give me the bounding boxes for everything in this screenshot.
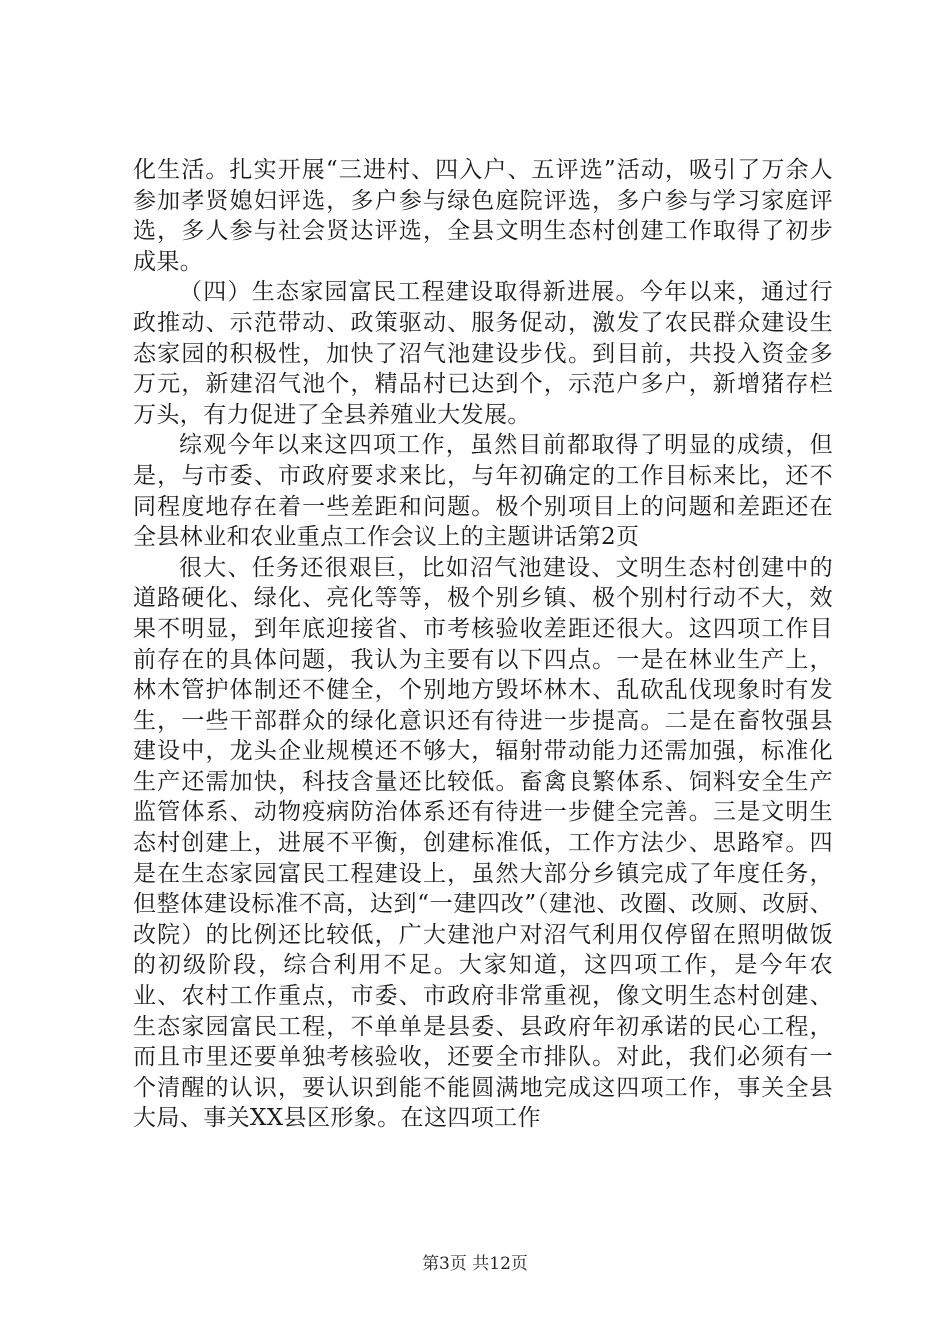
document-body — [133, 155, 833, 1134]
paragraph-2: （四）生态家园富民工程建设取得新进展。今年以来，通过行政推动、示范带动、政策驱动、服务促动，激发了农民群众建设生态家园的积极性，加快了沼气池建设步伐。到目前，共投入资金多万元，新建沼气池个，精品村已达到个，示范户多户，新增猪存栏万头，有力促进了全县养殖业大发展。 — [133, 279, 833, 428]
paragraph-3: 综观今年以来这四项工作，虽然目前都取得了明显的成绩，但是，与市委、市政府要求来比，与年初确定的工作目标来比，还不同程度地存在着一些差距和问题。极个别项目上的问题和差距还在全县林业和农业重点工作会议上的主题讲话第2页 — [133, 432, 833, 551]
paragraph-4: 很大、任务还很艰巨，比如沼气池建设、文明生态村创建中的道路硬化、绿化、亮化等等，极个别乡镇、极个别村行动不大，效果不明显，到年底迎接省、市考核验收差距还很大。这四项工作目前存在的具体问题，我认为主要有以下四点。一是在林业生产上，林木管护体制还不健全，个别地方毁坏林木、乱砍乱伐现象时有发生，一些干部群众的绿化意识还有待进一步提高。二是在畜牧强县建设中，龙头企业规模还不够大，辐射带动能力还需加强，标准化生产还需加快，科技含量还比较低。畜禽良繁体系、饲料安全生产监管体系、动物疫病防治体系还有待进一步健全完善。三是文明生态村创建上，进展不平衡，创建标准低，工作方法少、思路窄。四是在生态家园富民工程建设上，虽然大部分乡镇完成了年度任务，但整体建设标准不高，达到“一建四改”（建池、改圈、改厕、改厨、改院）的比例还比较低，广大建池户对沼气利用仅停留在照明做饭的初级阶段，综合利用不足。大家知道，这四项工作，是今年农业、农村工作重点，市委、市政府非常重视，像文明生态村创建、生态家园富民工程，不单单是县委、县政府年初承诺的民心工程，而且市里还要单独考核验收，还要全市排队。对此，我们必须有一个清醒的认识，要认识到能不能圆满地完成这四项工作，事关全县大局、事关XX县区形象。在这四项工作 — [133, 554, 833, 1132]
page-number-footer: 第3页 共12页 — [422, 1254, 528, 1274]
paragraph-1: 化生活。扎实开展“三进村、四入户、五评选”活动，吸引了万余人参加孝贤媳妇评选，多户参与绿色庭院评选，多户参与学习家庭评选，多人参与社会贤达评选，全县文明生态村创建工作取得了初步成果。 — [133, 157, 833, 275]
